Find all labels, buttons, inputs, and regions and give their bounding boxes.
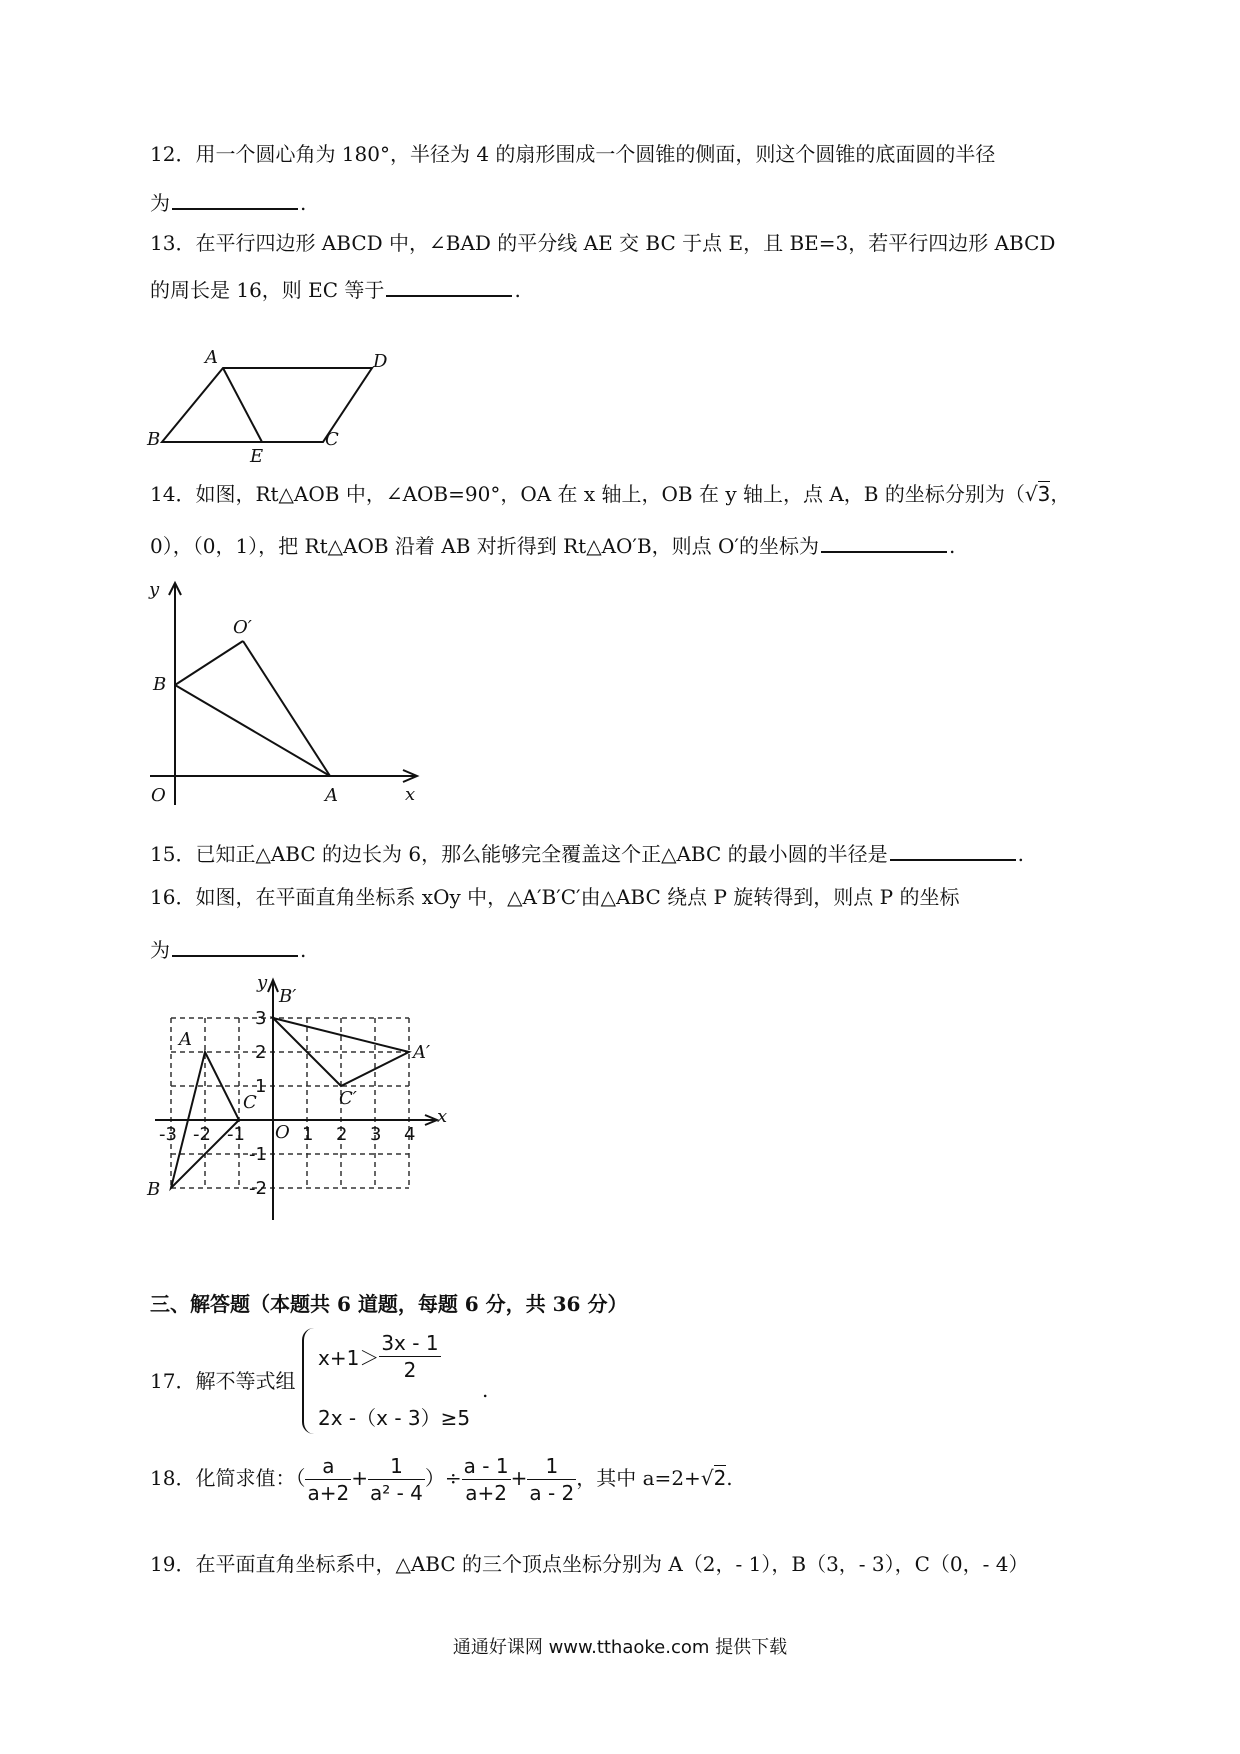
q13-parallelogram-figure — [145, 345, 395, 465]
q17-suffix: . — [482, 1378, 489, 1402]
bisector-ae — [223, 368, 262, 442]
label-e: E — [250, 446, 264, 465]
q16-answer-blank[interactable] — [172, 933, 298, 957]
segment-o-prime-a — [243, 641, 330, 776]
q18-f3-den: a+2 — [465, 1481, 507, 1505]
q15-suffix: . — [1017, 842, 1024, 866]
q16-y-tick: 3 — [255, 1008, 267, 1029]
q16-label-a: A — [179, 1029, 192, 1050]
q16-x-tick: -1 — [227, 1124, 245, 1145]
q17-ineq1-left: x+1＞ — [318, 1346, 380, 1370]
q16-label-y: y — [257, 972, 268, 993]
q18-f2-den: a² - 4 — [369, 1481, 423, 1505]
q14-label-a: A — [325, 785, 338, 806]
q16-y-tick: -1 — [249, 1144, 267, 1165]
q18-where: ，其中 a=2+ — [576, 1466, 701, 1490]
q18-sqrt-value: 2 — [713, 1466, 727, 1490]
q13-line2 — [150, 273, 521, 304]
q16-grid-figure — [145, 970, 465, 1230]
label-c: C — [325, 429, 339, 450]
q16-label-c-prime: C′ — [339, 1088, 357, 1109]
q16-suffix: . — [300, 938, 307, 962]
q17-label: 17．解不等式组 — [150, 1369, 296, 1393]
q12-suffix: . — [300, 191, 307, 215]
q14-line1-suffix: ， — [1050, 482, 1071, 506]
q16-line2 — [150, 933, 306, 964]
q18-fraction-2 — [368, 1453, 425, 1506]
q14-label-b: B — [153, 674, 167, 695]
q13-line1: 13．在平行四边形 ABCD 中，∠BAD 的平分线 AE 交 BC 于点 E，且 BE=3，若平行四边形 ABCD — [150, 231, 1056, 255]
q18-plus-1: + — [351, 1466, 368, 1490]
q16-x-tick: 1 — [302, 1124, 314, 1145]
q16-x-tick: 4 — [404, 1124, 416, 1145]
q16-label-a-prime: A′ — [413, 1042, 431, 1063]
q12-answer-blank[interactable] — [172, 186, 298, 210]
q18-sqrt-symbol: √ — [700, 1466, 714, 1490]
q14-label-x: x — [405, 784, 416, 805]
q17-denominator: 2 — [403, 1358, 417, 1382]
q16-label-b-prime: B′ — [279, 986, 297, 1007]
q16-x-tick: 3 — [370, 1124, 382, 1145]
q14-sqrt-symbol: √ — [1024, 482, 1038, 506]
q14-label-o-prime: O′ — [233, 617, 252, 638]
q18-f1-num: a — [305, 1453, 351, 1480]
q18-f4-num: 1 — [527, 1453, 576, 1480]
q18-fraction-3 — [462, 1453, 511, 1506]
q18-f3-num: a - 1 — [463, 1454, 509, 1478]
q16-label-o: O — [275, 1122, 290, 1143]
footer-watermark: 通通好课网 www.tthaoke.com 提供下载 — [452, 1637, 788, 1658]
q18-fraction-4 — [527, 1453, 576, 1506]
q18-f2-num: 1 — [368, 1453, 425, 1480]
label-a: A — [205, 347, 218, 368]
q18-close-div: ）÷ — [424, 1466, 462, 1490]
q13-answer-blank[interactable] — [386, 273, 512, 297]
q18-f1-den: a+2 — [307, 1481, 350, 1505]
parallelogram-abcd — [162, 368, 372, 442]
q18-suffix: . — [726, 1466, 733, 1490]
q17-brace — [302, 1328, 316, 1434]
q16-y-tick: 1 — [255, 1076, 267, 1097]
segment-bo-prime — [175, 641, 243, 685]
q13-suffix: . — [514, 278, 521, 302]
segment-ab — [175, 685, 330, 776]
q13-prefix: 的周长是 16，则 EC 等于 — [150, 278, 385, 302]
q16-line1: 16．如图，在平面直角坐标系 xOy 中，△A′B′C′由△ABC 绕点 P 旋转得到，则点 P 的坐标 — [150, 885, 960, 909]
q18-f4-den: a - 2 — [529, 1481, 575, 1505]
q17-fraction — [379, 1330, 440, 1383]
q16-y-tick: 2 — [255, 1042, 267, 1063]
q16-label-x: x — [437, 1106, 448, 1127]
q18-label: 18．化简求值：（ — [150, 1466, 306, 1490]
q16-x-tick: 2 — [336, 1124, 348, 1145]
q16-label-b: B — [147, 1179, 161, 1200]
q14-text: 14．如图，Rt△AOB 中，∠AOB=90°，OA 在 x 轴上，OB 在 y 轴上，点 A，B 的坐标分别为（ — [150, 482, 1025, 506]
q14-label-o: O — [151, 785, 166, 806]
q14-suffix: . — [948, 534, 956, 558]
q16-y-tick: -2 — [249, 1178, 267, 1199]
q12-prefix: 为 — [150, 191, 170, 215]
q16-label-c: C — [243, 1092, 257, 1113]
q16-prefix: 为 — [150, 938, 170, 962]
section-3-title: 三、解答题（本题共 6 道题，每题 6 分，共 36 分） — [150, 1292, 628, 1316]
q18-plus-2: + — [510, 1466, 528, 1490]
q15-answer-blank[interactable] — [890, 837, 1016, 861]
q18-line — [150, 1448, 733, 1508]
q17-inequality-2: 2x -（x - 3）≥5 — [318, 1406, 471, 1430]
q14-label-y: y — [149, 579, 160, 600]
q17-inequality-1 — [318, 1330, 441, 1383]
q15-text: 15．已知正△ABC 的边长为 6，那么能够完全覆盖这个正△ABC 的最小圆的半径是 — [150, 842, 888, 866]
q12-line1: 12．用一个圆心角为 180°，半径为 4 的扇形围成一个圆锥的侧面，则这个圆锥的底面圆的半径 — [150, 142, 996, 166]
q17-numerator: 3x - 1 — [381, 1331, 439, 1355]
q14-coordinate-figure — [145, 575, 425, 815]
label-d: D — [373, 351, 388, 372]
q14-answer-blank[interactable] — [821, 529, 947, 553]
q16-x-tick: -3 — [159, 1124, 177, 1145]
q14-line1 — [150, 480, 1070, 508]
q14-sqrt-value: 3 — [1037, 482, 1051, 506]
q19-line1: 19．在平面直角坐标系中，△ABC 的三个顶点坐标分别为 A（2，- 1），B（3，- 3），C（0，- 4） — [150, 1552, 1029, 1576]
q18-fraction-1 — [305, 1453, 351, 1506]
q12-line2 — [150, 186, 306, 217]
q15-line1 — [150, 837, 1024, 868]
q14-line2 — [150, 529, 955, 560]
q14-prefix: 0），（0，1），把 Rt△AOB 沿着 AB 对折得到 Rt△AO′B，则点 O′的坐标为 — [150, 534, 819, 558]
q16-x-tick: -2 — [193, 1124, 211, 1145]
label-b: B — [147, 429, 161, 450]
